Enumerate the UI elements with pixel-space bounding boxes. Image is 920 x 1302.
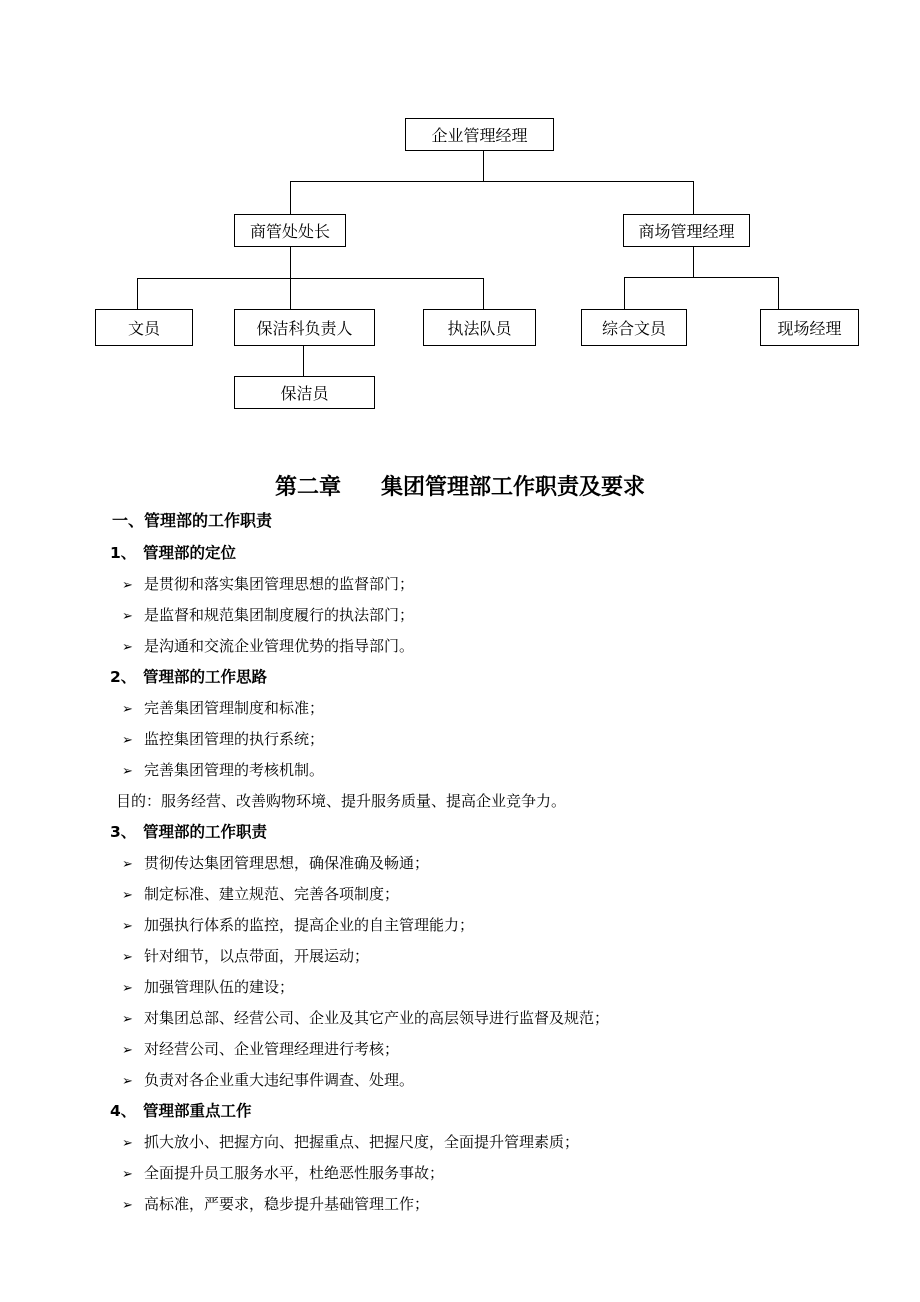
arrow-bullet-icon: ➢ xyxy=(122,981,133,996)
list-item-text: 对经营公司、企业管理经理进行考核； xyxy=(144,1040,400,1058)
org-connector xyxy=(483,150,484,182)
list-item xyxy=(110,1127,890,1158)
subsection-heading xyxy=(110,662,890,693)
arrow-bullet-icon: ➢ xyxy=(122,578,133,593)
org-box-enterprise-manager: 企业管理经理 xyxy=(405,118,554,151)
subsection-heading xyxy=(110,538,890,569)
list-item-text: 全面提升员工服务水平，杜绝恶性服务事故； xyxy=(144,1164,445,1182)
chapter-name: 集团管理部工作职责及要求 xyxy=(381,475,646,500)
subsection-number: 3、 xyxy=(110,823,137,841)
list-item-text: 加强管理队伍的建设； xyxy=(144,978,295,996)
section-heading: 一、管理部的工作职责 xyxy=(112,511,273,530)
list-item xyxy=(110,941,890,972)
subsection-title: 管理部的工作职责 xyxy=(143,823,268,841)
list-item-text: 加强执行体系的监控，提高企业的自主管理能力； xyxy=(144,916,475,934)
arrow-bullet-icon: ➢ xyxy=(122,888,133,903)
arrow-bullet-icon: ➢ xyxy=(122,1198,133,1213)
org-connector xyxy=(137,278,138,310)
org-box-commerce-director: 商管处处长 xyxy=(234,214,346,247)
arrow-bullet-icon: ➢ xyxy=(122,857,133,872)
list-item xyxy=(110,631,890,662)
list-item-text: 贯彻传达集团管理思想，确保准确及畅通； xyxy=(144,854,430,872)
list-item xyxy=(110,848,890,879)
list-item xyxy=(110,600,890,631)
list-item xyxy=(110,724,890,755)
arrow-bullet-icon: ➢ xyxy=(122,733,133,748)
org-connector xyxy=(624,277,779,278)
list-item xyxy=(110,1158,890,1189)
org-box-general-clerk: 综合文员 xyxy=(581,309,687,346)
org-box-enforcement-officer: 执法队员 xyxy=(423,309,536,346)
purpose-statement: 目的：服务经营、改善购物环境、提升服务质量、提高企业竞争力。 xyxy=(116,792,567,810)
list-item-text: 针对细节，以点带面，开展运动； xyxy=(144,947,370,965)
subsection-number: 2、 xyxy=(110,668,137,686)
org-connector xyxy=(137,278,484,279)
list-item-text: 是监督和规范集团制度履行的执法部门； xyxy=(144,606,415,624)
chapter-label: 第二章 xyxy=(274,475,341,500)
org-box-cleaning-head: 保洁科负责人 xyxy=(234,309,375,346)
list-item-text: 制定标准、建立规范、完善各项制度； xyxy=(144,885,400,903)
list-item xyxy=(110,1189,890,1220)
list-item xyxy=(110,1034,890,1065)
arrow-bullet-icon: ➢ xyxy=(122,1012,133,1027)
org-connector xyxy=(693,246,694,278)
arrow-bullet-icon: ➢ xyxy=(122,1167,133,1182)
org-connector xyxy=(624,277,625,310)
list-item-text: 是沟通和交流企业管理优势的指导部门。 xyxy=(144,637,415,655)
chapter-title xyxy=(0,470,920,501)
org-connector xyxy=(693,181,694,215)
list-item xyxy=(110,1003,890,1034)
subsection-number: 4、 xyxy=(110,1102,137,1120)
document-body xyxy=(110,538,890,1220)
arrow-bullet-icon: ➢ xyxy=(122,702,133,717)
list-item xyxy=(110,879,890,910)
org-connector xyxy=(290,181,291,215)
org-connector xyxy=(303,345,304,377)
subsection-title: 管理部的工作思路 xyxy=(143,668,268,686)
org-box-site-manager: 现场经理 xyxy=(760,309,859,346)
subsection-number: 1、 xyxy=(110,544,137,562)
list-item xyxy=(110,569,890,600)
arrow-bullet-icon: ➢ xyxy=(122,640,133,655)
list-item xyxy=(110,755,890,786)
org-connector xyxy=(778,277,779,310)
list-item xyxy=(110,1065,890,1096)
arrow-bullet-icon: ➢ xyxy=(122,1043,133,1058)
list-item-text: 完善集团管理制度和标准； xyxy=(144,699,325,717)
org-box-cleaner: 保洁员 xyxy=(234,376,375,409)
org-box-mall-manager: 商场管理经理 xyxy=(623,214,750,247)
subsection-title: 管理部的定位 xyxy=(143,544,237,562)
arrow-bullet-icon: ➢ xyxy=(122,609,133,624)
list-item xyxy=(110,972,890,1003)
list-item-text: 抓大放小、把握方向、把握重点、把握尺度，全面提升管理素质； xyxy=(144,1133,580,1151)
list-item xyxy=(110,910,890,941)
org-connector xyxy=(290,181,694,182)
list-item-text: 完善集团管理的考核机制。 xyxy=(144,761,325,779)
list-item-text: 高标准，严要求，稳步提升基础管理工作； xyxy=(144,1195,430,1213)
list-item-text: 负责对各企业重大违纪事件调查、处理。 xyxy=(144,1071,415,1089)
list-item xyxy=(110,693,890,724)
arrow-bullet-icon: ➢ xyxy=(122,919,133,934)
subsection-heading xyxy=(110,1096,890,1127)
org-box-clerk: 文员 xyxy=(95,309,193,346)
arrow-bullet-icon: ➢ xyxy=(122,1136,133,1151)
subsection-heading xyxy=(110,817,890,848)
list-item-text: 对集团总部、经营公司、企业及其它产业的高层领导进行监督及规范； xyxy=(144,1009,610,1027)
list-item-text: 是贯彻和落实集团管理思想的监督部门； xyxy=(144,575,415,593)
org-connector xyxy=(483,278,484,310)
arrow-bullet-icon: ➢ xyxy=(122,764,133,779)
list-item-text: 监控集团管理的执行系统； xyxy=(144,730,325,748)
arrow-bullet-icon: ➢ xyxy=(122,950,133,965)
subsection-title: 管理部重点工作 xyxy=(143,1102,252,1120)
arrow-bullet-icon: ➢ xyxy=(122,1074,133,1089)
